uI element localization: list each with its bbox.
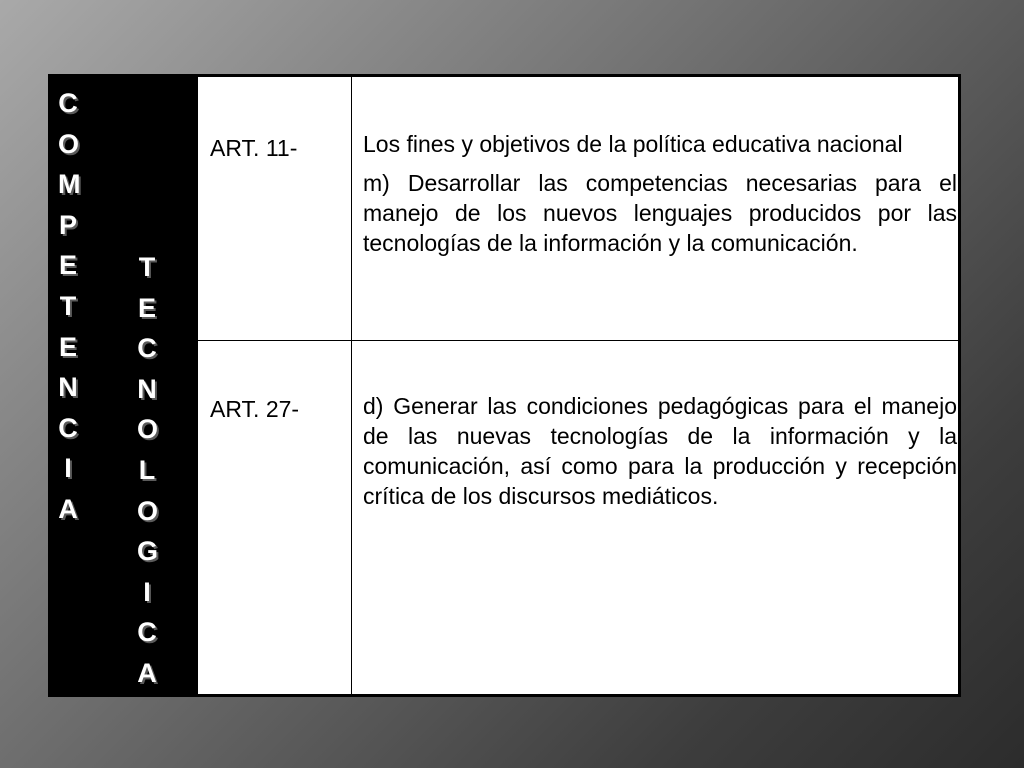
paragraph: d) Generar las condiciones pedagógicas para el manejo de las nuevas tecnologías de la información y la comunicación, así como para la producción y recepción crítica de los discursos mediáticos.	[363, 393, 957, 509]
letter: C	[58, 412, 78, 443]
vertical-title-column	[51, 77, 198, 694]
letter: O	[137, 495, 159, 526]
letter: C	[58, 88, 78, 118]
letter: T	[59, 290, 77, 321]
letter: C	[137, 617, 157, 648]
letter: N	[137, 373, 157, 404]
letter: A	[58, 493, 78, 524]
paragraph: Los fines y objetivos de la política educativa nacional	[363, 131, 903, 157]
letter: E	[58, 331, 77, 362]
article-label: ART. 11-	[210, 135, 298, 161]
column-divider	[351, 77, 352, 694]
letter: L	[138, 454, 156, 485]
paragraph: m) Desarrollar las competencias necesarias para el manejo de los nuevos lenguajes producidos por las tecnologías de la información y la comunicación.	[363, 170, 957, 256]
row-divider	[198, 340, 961, 341]
letter: I	[143, 576, 151, 607]
letter: P	[58, 209, 77, 240]
letter: N	[58, 372, 78, 403]
letter: G	[137, 536, 159, 567]
letter: M	[58, 169, 81, 200]
article-label: ART. 27-	[210, 396, 300, 422]
article-text-cell	[363, 391, 957, 511]
slide-table	[48, 74, 961, 697]
vertical-word-tecnologica	[137, 247, 157, 694]
letter: O	[58, 128, 80, 159]
letter: T	[138, 252, 156, 282]
letter: O	[137, 414, 159, 445]
vertical-word-competencia	[58, 83, 81, 530]
article-text-cell	[363, 129, 957, 258]
letter: A	[137, 657, 157, 688]
letter: E	[58, 250, 77, 281]
letter: E	[137, 292, 156, 323]
letter: I	[64, 453, 72, 484]
letter: C	[137, 333, 157, 364]
